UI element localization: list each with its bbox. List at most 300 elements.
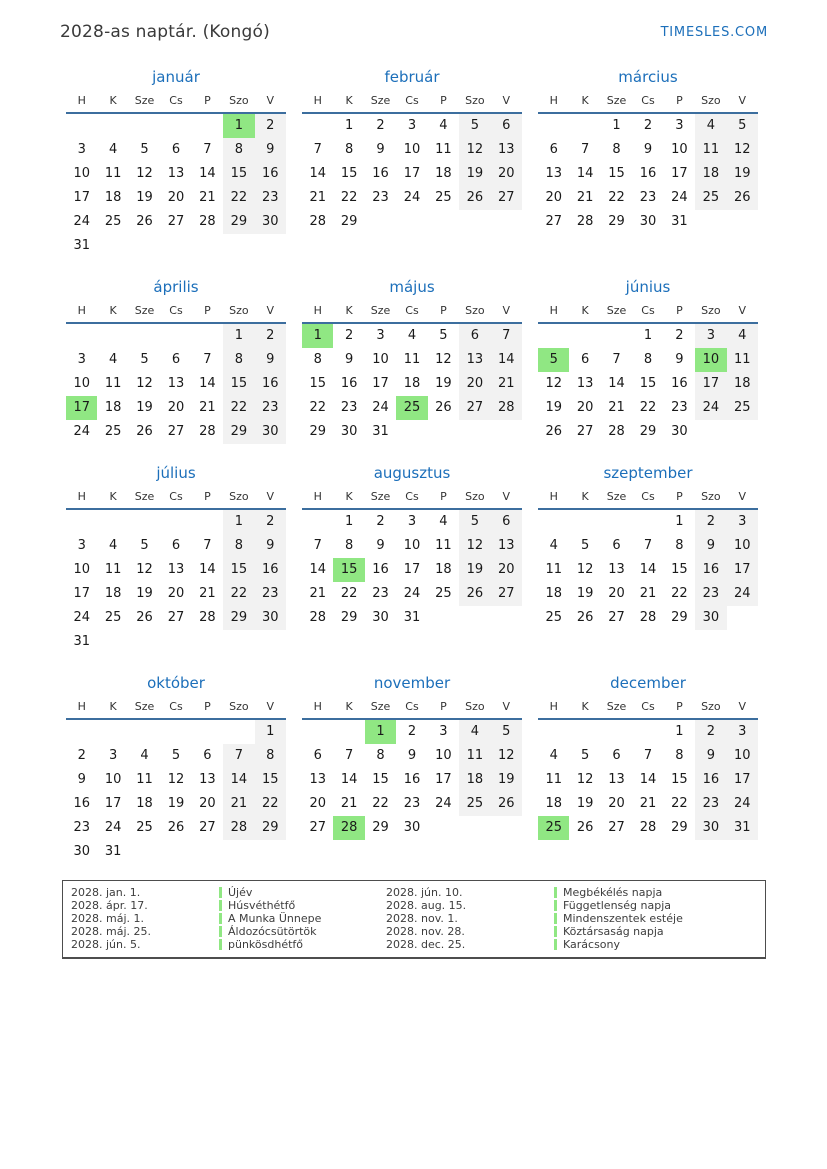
weekday-label: V: [266, 94, 275, 107]
day-cell: 21: [309, 190, 326, 205]
day-cell: 24: [727, 582, 758, 606]
month-title: október: [147, 674, 205, 692]
weekday-label: V: [738, 304, 747, 317]
day-cell: 28: [491, 396, 522, 420]
day-cell: 23: [695, 792, 726, 816]
legend-holiday-name: Megbékélés napja: [554, 886, 662, 899]
day-cell: 2: [376, 118, 385, 133]
empty-cell: [491, 210, 522, 234]
legend-entry: [71, 899, 386, 912]
month-szeptember: [538, 464, 758, 654]
day-cell: 2: [255, 114, 286, 138]
empty-cell: [727, 420, 758, 444]
day-cell: 22: [608, 190, 625, 205]
day-cell: 4: [549, 538, 558, 553]
day-cell: 12: [459, 534, 490, 558]
day-cell: 7: [344, 748, 354, 763]
day-cell: 26: [136, 610, 153, 625]
day-cell: 11: [104, 166, 122, 181]
weekday-label: Cs: [405, 94, 419, 107]
weekday-header-row: [538, 303, 758, 324]
day-cell: 20: [491, 162, 522, 186]
day-cell: 14: [639, 562, 657, 577]
empty-cell: [192, 234, 223, 258]
day-cell: 9: [376, 142, 385, 157]
empty-cell: [160, 234, 191, 258]
day-cell: 21: [223, 792, 254, 816]
day-cell: 27: [199, 820, 216, 835]
day-cell: 24: [403, 190, 421, 205]
day-cell: 10: [727, 534, 758, 558]
empty-cell: [428, 210, 459, 234]
day-cell: 31: [727, 816, 758, 840]
day-cell: 7: [643, 748, 653, 763]
day-cell: 27: [167, 610, 185, 625]
day-cell: 1: [223, 324, 254, 348]
day-cell: 7: [643, 538, 653, 553]
day-cell: 15: [223, 558, 254, 582]
day-cell: 19: [459, 558, 490, 582]
day-cell: 4: [439, 514, 448, 529]
day-cell: 30: [372, 610, 389, 625]
day-cell: 11: [136, 772, 153, 787]
day-cell: 15: [223, 162, 254, 186]
day-cell: 5: [538, 348, 569, 372]
day-cell: 26: [727, 186, 758, 210]
day-cell: 10: [73, 166, 90, 181]
weekday-label: K: [109, 490, 117, 503]
day-cell: 26: [576, 610, 594, 625]
months-grid: [66, 68, 758, 864]
day-cell: 3: [439, 724, 448, 739]
weekday-label: K: [345, 94, 353, 107]
day-cell: 9: [695, 534, 726, 558]
weekday-label: Sze: [606, 94, 627, 107]
weekday-label: Cs: [405, 490, 419, 503]
day-cell: 30: [695, 606, 726, 630]
day-cell: 14: [199, 166, 216, 181]
day-cell: 7: [223, 744, 254, 768]
empty-cell: [160, 840, 191, 864]
weekday-label: K: [581, 304, 589, 317]
weekday-label: K: [581, 94, 589, 107]
day-cell: 19: [576, 586, 594, 601]
day-cell: 8: [313, 352, 322, 367]
legend-entry: [386, 899, 757, 912]
day-cell: 19: [136, 586, 153, 601]
day-cell: 27: [545, 214, 562, 229]
day-cell: 15: [372, 772, 389, 787]
day-cell: 8: [223, 534, 254, 558]
holiday-marker-icon: [219, 939, 222, 950]
day-cell: 19: [136, 400, 153, 415]
day-cell: 20: [608, 796, 625, 811]
day-cell: 8: [344, 142, 354, 157]
day-cell: 19: [576, 796, 594, 811]
day-cell: 28: [608, 424, 625, 439]
day-cell: 17: [73, 586, 90, 601]
site-link[interactable]: TIMESLES.COM: [660, 24, 768, 40]
day-cell: 30: [73, 844, 90, 859]
day-cell: 14: [199, 376, 216, 391]
day-cell: 17: [403, 562, 421, 577]
day-cell: 24: [435, 796, 452, 811]
empty-cell: [192, 510, 223, 534]
holiday-marker-icon: [554, 900, 557, 911]
weekday-label: P: [676, 94, 683, 107]
weekday-label: V: [738, 94, 747, 107]
empty-cell: [223, 840, 254, 864]
day-cell: 6: [171, 142, 181, 157]
month-title: augusztus: [373, 464, 451, 482]
empty-cell: [160, 114, 191, 138]
legend-column-right: [386, 886, 757, 951]
weekday-label: Sze: [606, 490, 627, 503]
day-cell: 28: [309, 610, 326, 625]
day-cell: 14: [309, 562, 326, 577]
empty-cell: [66, 510, 97, 534]
day-cell: 21: [639, 586, 657, 601]
day-cell: 5: [140, 538, 149, 553]
weekday-label: H: [313, 304, 322, 317]
day-cell: 24: [727, 792, 758, 816]
empty-cell: [255, 630, 286, 654]
month-title: július: [156, 464, 196, 482]
day-cell: 6: [549, 142, 558, 157]
day-cell: 27: [608, 610, 625, 625]
day-cell: 12: [459, 138, 490, 162]
day-cell: 15: [340, 166, 358, 181]
weekday-header-row: [538, 699, 758, 720]
day-cell: 23: [372, 586, 389, 601]
day-cell: 28: [576, 214, 594, 229]
empty-cell: [632, 720, 663, 744]
day-cell: 2: [255, 510, 286, 534]
day-cell: 23: [255, 396, 286, 420]
day-cell: 13: [167, 166, 185, 181]
empty-cell: [160, 510, 191, 534]
weekday-label: P: [676, 700, 683, 713]
day-grid: [66, 720, 286, 864]
day-cell: 26: [459, 186, 490, 210]
weekday-label: Cs: [405, 700, 419, 713]
weekday-label: Cs: [169, 700, 183, 713]
empty-cell: [727, 606, 758, 630]
empty-cell: [223, 630, 254, 654]
month-title: november: [373, 674, 451, 692]
day-cell: 11: [695, 138, 726, 162]
day-cell: 3: [675, 118, 684, 133]
weekday-label: Szo: [465, 490, 485, 503]
day-cell: 22: [223, 396, 254, 420]
empty-cell: [459, 816, 490, 840]
day-cell: 18: [727, 372, 758, 396]
day-cell: 19: [435, 376, 452, 391]
weekday-label: K: [345, 304, 353, 317]
legend-column-left: [71, 886, 386, 951]
day-cell: 20: [309, 796, 326, 811]
day-cell: 20: [167, 400, 185, 415]
weekday-label: H: [77, 94, 86, 107]
weekday-label: P: [204, 490, 211, 503]
day-cell: 23: [639, 190, 657, 205]
day-cell: 10: [372, 352, 389, 367]
day-cell: 31: [73, 634, 90, 649]
day-cell: 11: [104, 376, 122, 391]
empty-cell: [255, 840, 286, 864]
day-cell: 30: [639, 214, 657, 229]
day-cell: 4: [459, 720, 490, 744]
month-február: [302, 68, 522, 258]
day-cell: 22: [671, 796, 688, 811]
legend-entry: [71, 938, 386, 951]
legend-holiday-name: Függetlenség napja: [554, 899, 671, 912]
weekday-label: P: [204, 700, 211, 713]
day-cell: 4: [549, 748, 558, 763]
empty-cell: [160, 324, 191, 348]
weekday-label: Szo: [701, 700, 721, 713]
month-június: [538, 278, 758, 444]
day-cell: 27: [491, 582, 522, 606]
day-cell: 23: [255, 582, 286, 606]
day-cell: 19: [167, 796, 185, 811]
day-cell: 5: [171, 748, 181, 763]
weekday-label: H: [77, 490, 86, 503]
legend-holiday-name: A Munka Ünnepe: [219, 912, 321, 925]
weekday-label: V: [502, 700, 511, 713]
weekday-label: V: [266, 304, 275, 317]
weekday-label: Sze: [134, 700, 155, 713]
month-title: május: [389, 278, 435, 296]
weekday-label: K: [109, 304, 117, 317]
day-cell: 4: [695, 114, 726, 138]
day-cell: 3: [695, 324, 726, 348]
weekday-label: Cs: [641, 94, 655, 107]
day-cell: 22: [340, 190, 358, 205]
day-cell: 11: [727, 348, 758, 372]
day-cell: 25: [396, 396, 427, 420]
weekday-label: K: [345, 490, 353, 503]
day-cell: 30: [255, 420, 286, 444]
day-cell: 16: [73, 796, 90, 811]
day-cell: 29: [223, 606, 254, 630]
legend-entry: [386, 925, 757, 938]
day-cell: 6: [313, 748, 322, 763]
day-cell: 2: [695, 720, 726, 744]
weekday-label: Sze: [370, 700, 391, 713]
day-cell: 24: [73, 610, 90, 625]
day-cell: 12: [491, 744, 522, 768]
weekday-label: V: [266, 700, 275, 713]
day-cell: 25: [104, 610, 122, 625]
day-cell: 18: [136, 796, 153, 811]
day-cell: 14: [340, 772, 358, 787]
day-cell: 2: [675, 328, 684, 343]
month-title: március: [618, 68, 678, 86]
empty-cell: [129, 840, 160, 864]
day-cell: 2: [77, 748, 86, 763]
day-cell: 31: [104, 844, 122, 859]
day-cell: 19: [727, 162, 758, 186]
day-cell: 12: [136, 376, 153, 391]
day-cell: 23: [671, 400, 688, 415]
day-cell: 13: [545, 166, 562, 181]
empty-cell: [601, 510, 632, 534]
day-cell: 5: [459, 114, 490, 138]
month-december: [538, 674, 758, 864]
weekday-label: V: [502, 94, 511, 107]
day-cell: 13: [576, 376, 594, 391]
weekday-header-row: [66, 699, 286, 720]
holiday-marker-icon: [219, 887, 222, 898]
day-cell: 18: [545, 796, 562, 811]
empty-cell: [491, 816, 522, 840]
day-cell: 7: [313, 142, 322, 157]
day-cell: 13: [491, 138, 522, 162]
day-cell: 17: [727, 558, 758, 582]
day-cell: 27: [491, 186, 522, 210]
month-augusztus: [302, 464, 522, 654]
day-grid: [538, 324, 758, 444]
empty-cell: [97, 324, 128, 348]
day-cell: 22: [309, 400, 326, 415]
day-cell: 29: [255, 816, 286, 840]
day-cell: 22: [255, 792, 286, 816]
weekday-label: Sze: [134, 304, 155, 317]
weekday-label: H: [313, 94, 322, 107]
weekday-label: K: [581, 700, 589, 713]
day-cell: 26: [491, 792, 522, 816]
day-cell: 8: [344, 538, 354, 553]
day-cell: 11: [545, 772, 562, 787]
weekday-label: H: [77, 304, 86, 317]
empty-cell: [459, 210, 490, 234]
day-cell: 24: [104, 820, 122, 835]
day-cell: 29: [608, 214, 625, 229]
weekday-label: H: [313, 490, 322, 503]
day-cell: 21: [309, 586, 326, 601]
day-cell: 2: [695, 510, 726, 534]
day-cell: 15: [671, 562, 688, 577]
day-cell: 5: [727, 114, 758, 138]
weekday-label: Cs: [641, 490, 655, 503]
empty-cell: [333, 720, 364, 744]
empty-cell: [255, 234, 286, 258]
day-cell: 23: [73, 820, 90, 835]
day-cell: 1: [344, 514, 354, 529]
empty-cell: [129, 630, 160, 654]
day-cell: 15: [671, 772, 688, 787]
day-cell: 20: [545, 190, 562, 205]
day-cell: 24: [73, 424, 90, 439]
day-cell: 4: [727, 324, 758, 348]
day-cell: 6: [171, 538, 181, 553]
day-cell: 8: [223, 138, 254, 162]
empty-cell: [192, 720, 223, 744]
day-cell: 23: [403, 796, 421, 811]
day-cell: 18: [104, 400, 122, 415]
legend-date: 2028. máj. 1.: [71, 912, 144, 925]
day-cell: 12: [167, 772, 185, 787]
empty-cell: [97, 234, 128, 258]
day-cell: 3: [108, 748, 118, 763]
empty-cell: [129, 114, 160, 138]
empty-cell: [396, 210, 427, 234]
day-cell: 11: [545, 562, 562, 577]
month-title: április: [153, 278, 199, 296]
day-cell: 30: [403, 820, 421, 835]
day-cell: 5: [140, 142, 149, 157]
day-cell: 28: [199, 214, 216, 229]
empty-cell: [192, 630, 223, 654]
day-cell: 11: [104, 562, 122, 577]
empty-cell: [129, 324, 160, 348]
weekday-label: Szo: [701, 490, 721, 503]
day-cell: 26: [435, 400, 452, 415]
day-cell: 14: [491, 348, 522, 372]
weekday-label: V: [738, 700, 747, 713]
day-grid: [302, 720, 522, 840]
day-cell: 17: [403, 166, 421, 181]
weekday-label: P: [204, 304, 211, 317]
day-cell: 22: [671, 586, 688, 601]
empty-cell: [66, 324, 97, 348]
day-cell: 10: [104, 772, 122, 787]
day-cell: 28: [333, 816, 364, 840]
empty-cell: [129, 720, 160, 744]
day-cell: 27: [309, 820, 326, 835]
day-grid: [66, 114, 286, 258]
day-cell: 6: [171, 352, 181, 367]
day-cell: 10: [73, 376, 90, 391]
legend-holiday-name: Húsvéthétfő: [219, 899, 295, 912]
holiday-marker-icon: [554, 913, 557, 924]
day-cell: 9: [344, 352, 354, 367]
day-grid: [302, 324, 522, 444]
day-cell: 15: [639, 376, 657, 391]
day-cell: 11: [459, 744, 490, 768]
day-cell: 17: [671, 166, 688, 181]
day-cell: 29: [340, 214, 358, 229]
day-cell: 29: [340, 610, 358, 625]
day-cell: 18: [545, 586, 562, 601]
day-cell: 18: [435, 562, 452, 577]
day-cell: 21: [199, 586, 216, 601]
weekday-label: K: [109, 94, 117, 107]
weekday-label: Szo: [701, 304, 721, 317]
weekday-header-row: [66, 93, 286, 114]
day-cell: 13: [459, 348, 490, 372]
day-cell: 7: [491, 324, 522, 348]
empty-cell: [223, 234, 254, 258]
day-cell: 6: [203, 748, 212, 763]
day-cell: 12: [576, 772, 594, 787]
day-cell: 22: [639, 400, 657, 415]
day-cell: 20: [199, 796, 216, 811]
day-cell: 25: [435, 190, 452, 205]
day-cell: 30: [255, 210, 286, 234]
weekday-header-row: [538, 93, 758, 114]
weekday-label: P: [440, 490, 447, 503]
weekday-label: Szo: [465, 700, 485, 713]
empty-cell: [428, 420, 459, 444]
day-cell: 12: [576, 562, 594, 577]
day-cell: 7: [203, 538, 212, 553]
page-title: 2028-as naptár. (Kongó): [60, 22, 270, 42]
day-cell: 20: [459, 372, 490, 396]
legend-date: 2028. ápr. 17.: [71, 899, 148, 912]
month-title: február: [384, 68, 440, 86]
